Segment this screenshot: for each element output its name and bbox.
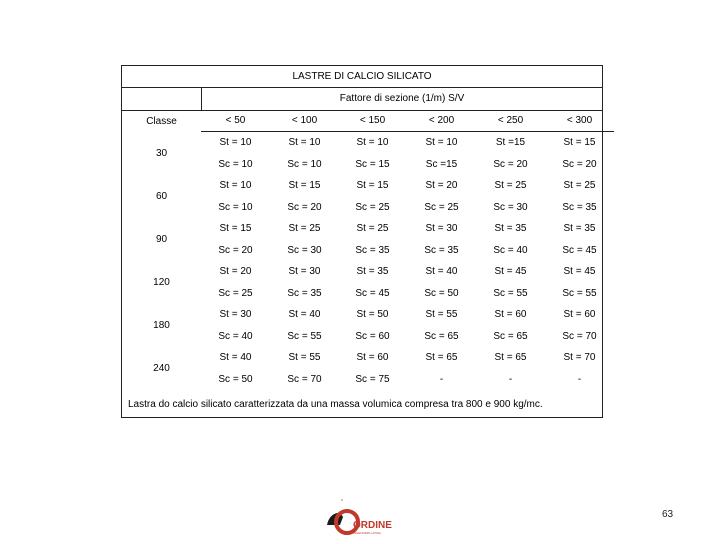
st-cell: St = 35	[494, 223, 527, 235]
st-cell: St = 70	[563, 352, 596, 364]
st-cell: St = 15	[563, 137, 596, 149]
sc-cell: Sc = 50	[218, 373, 253, 385]
st-cell: St = 20	[219, 266, 252, 278]
sc-cell: Sc = 20	[287, 201, 322, 213]
sc-cell: Sc = 20	[562, 158, 597, 170]
st-cell: St = 40	[288, 309, 321, 321]
sc-cell: Sc = 55	[493, 287, 528, 299]
sc-cell: Sc = 30	[287, 244, 322, 256]
classe-value: 60	[155, 191, 168, 202]
sc-cell: Sc = 45	[355, 287, 390, 299]
sc-cell: Sc =15	[425, 158, 458, 170]
sc-cell: Sc = 10	[218, 201, 253, 213]
page-number: 63	[662, 509, 674, 520]
sc-cell: Sc = 40	[493, 244, 528, 256]
subheader-left-blank	[122, 87, 202, 110]
sc-cell: Sc = 55	[287, 330, 322, 342]
svg-text:*: *	[341, 499, 343, 505]
st-cell: St = 40	[425, 266, 458, 278]
sc-cell: Sc = 25	[218, 287, 253, 299]
st-cell: St = 60	[356, 352, 389, 364]
classe-header: Classe	[146, 115, 177, 127]
st-cell: St = 30	[425, 223, 458, 235]
st-cell: St = 10	[219, 180, 252, 192]
st-cell: St = 60	[563, 309, 596, 321]
table-title-text: LASTRE DI CALCIO SILICATO	[292, 71, 432, 82]
st-cell: St = 25	[356, 223, 389, 235]
sc-cell: Sc = 70	[287, 373, 322, 385]
column-header: < 200	[407, 110, 476, 132]
column-header: < 250	[476, 110, 545, 132]
column-header: < 100	[270, 110, 339, 132]
classe-value: 120	[153, 277, 170, 288]
st-cell: St = 25	[288, 223, 321, 235]
sc-cell: Sc = 60	[355, 330, 390, 342]
st-cell: St = 35	[356, 266, 389, 278]
st-cell: St = 45	[563, 266, 596, 278]
classe-value: 180	[153, 320, 170, 331]
st-cell: St = 15	[288, 180, 321, 192]
classe-value: 30	[155, 148, 168, 159]
sc-cell: Sc = 25	[424, 201, 459, 213]
sc-cell: Sc = 30	[493, 201, 528, 213]
classe-value: 90	[155, 234, 168, 245]
column-header: < 50	[201, 110, 270, 132]
st-cell: St = 65	[425, 352, 458, 364]
st-cell: St = 55	[288, 352, 321, 364]
sc-cell: Sc = 20	[218, 244, 253, 256]
st-cell: St = 55	[425, 309, 458, 321]
logo-text: ORDINE	[353, 520, 392, 531]
st-cell: St = 10	[219, 137, 252, 149]
sc-cell: Sc = 40	[218, 330, 253, 342]
table-title	[122, 66, 602, 88]
logo-subtext: INGEGNERI LATINA	[353, 531, 381, 535]
subheader-row	[122, 87, 602, 111]
st-cell: St = 65	[494, 352, 527, 364]
st-cell: St = 60	[494, 309, 527, 321]
sc-cell: Sc = 10	[218, 158, 253, 170]
sc-cell: Sc = 50	[424, 287, 459, 299]
sc-cell: Sc = 25	[355, 201, 390, 213]
sc-cell: Sc = 75	[355, 373, 390, 385]
sc-cell: Sc = 55	[562, 287, 597, 299]
classe-value: 240	[153, 363, 170, 374]
st-cell: St = 20	[425, 180, 458, 192]
st-cell: St = 35	[563, 223, 596, 235]
st-cell: St = 15	[219, 223, 252, 235]
sc-cell: -	[439, 373, 444, 385]
st-cell: St =15	[495, 137, 526, 149]
sc-cell: Sc = 10	[287, 158, 322, 170]
sc-cell: Sc = 45	[562, 244, 597, 256]
sc-cell: Sc = 35	[424, 244, 459, 256]
sc-cell: Sc = 35	[287, 287, 322, 299]
sc-cell: Sc = 15	[355, 158, 390, 170]
st-cell: St = 10	[356, 137, 389, 149]
st-cell: St = 40	[219, 352, 252, 364]
subheader-text: Fattore di sezione (1/m) S/V	[339, 93, 465, 104]
ordine-logo	[323, 495, 393, 539]
sc-cell: Sc = 65	[493, 330, 528, 342]
column-header: < 150	[338, 110, 407, 132]
st-cell: St = 25	[563, 180, 596, 192]
sc-cell: Sc = 70	[562, 330, 597, 342]
sc-cell: -	[508, 373, 513, 385]
sc-cell: Sc = 35	[562, 201, 597, 213]
st-cell: St = 50	[356, 309, 389, 321]
footnote: Lastra do calcio silicato caratterizzata da una massa volumica compresa tra 800 e 900 kg/mc.	[128, 399, 543, 410]
sc-cell: Sc = 65	[424, 330, 459, 342]
sc-cell: Sc = 35	[355, 244, 390, 256]
st-cell: St = 30	[219, 309, 252, 321]
sc-cell: Sc = 20	[493, 158, 528, 170]
st-cell: St = 15	[356, 180, 389, 192]
st-cell: St = 10	[425, 137, 458, 149]
column-header: < 300	[545, 110, 614, 132]
ordine-logo-icon	[323, 495, 393, 539]
st-cell: St = 10	[288, 137, 321, 149]
st-cell: St = 30	[288, 266, 321, 278]
st-cell: St = 45	[494, 266, 527, 278]
sc-cell: -	[577, 373, 582, 385]
st-cell: St = 25	[494, 180, 527, 192]
table-frame	[121, 65, 603, 418]
